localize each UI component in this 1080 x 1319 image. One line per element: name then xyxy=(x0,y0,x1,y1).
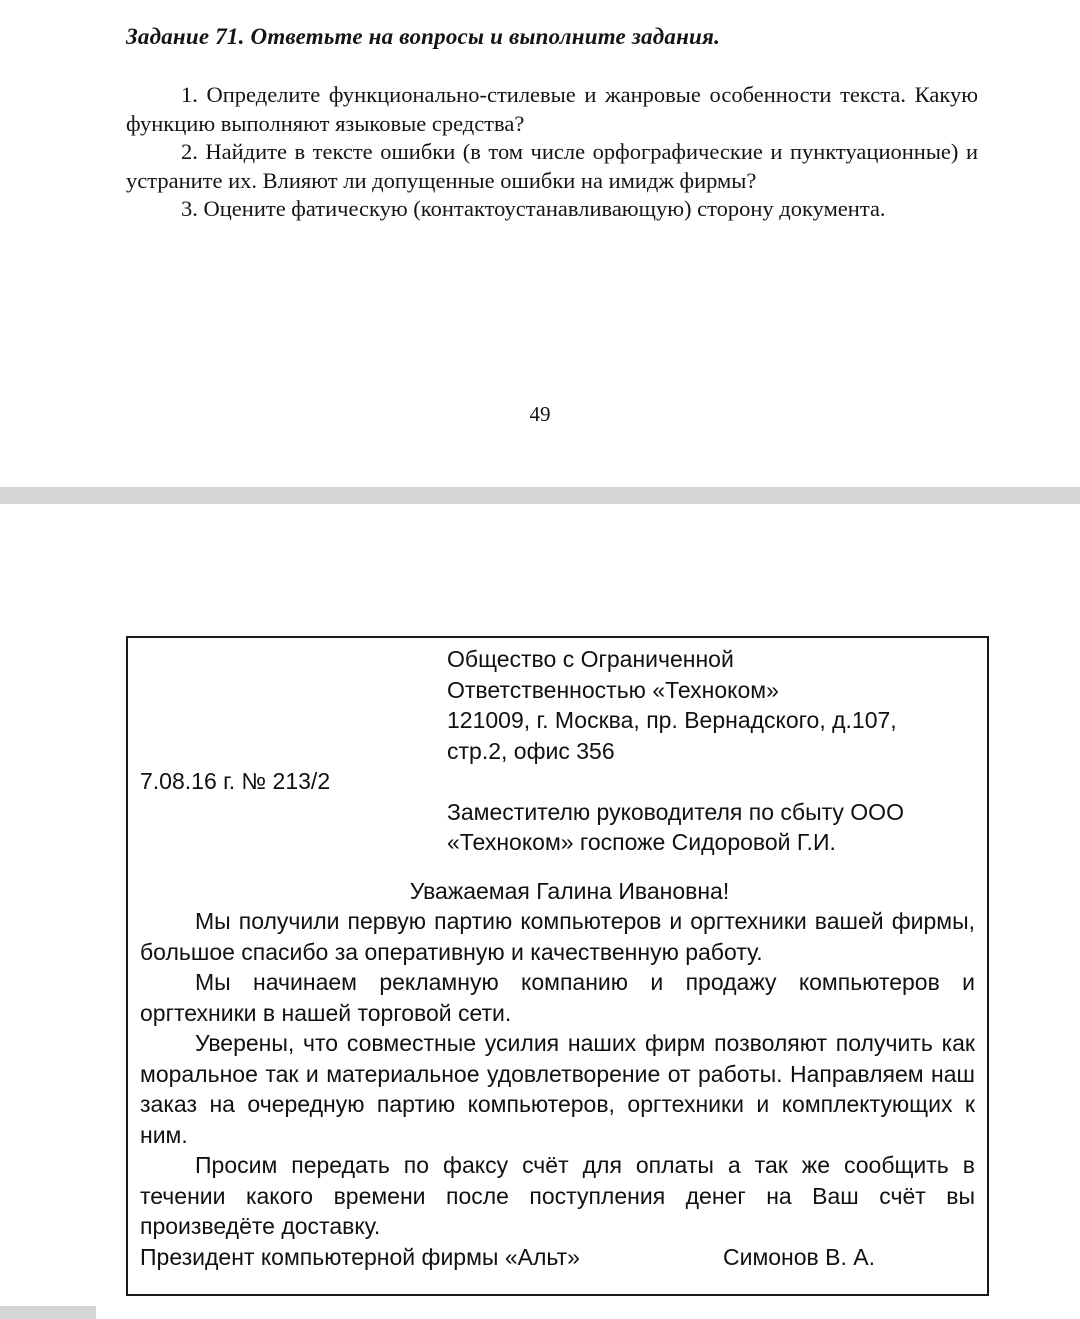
company-header xyxy=(447,644,975,766)
addressee-block xyxy=(447,797,975,858)
company-name-line: Общество с Ограниченной xyxy=(447,646,734,672)
exercise-section xyxy=(126,24,978,224)
signature-name: Симонов В. А. xyxy=(722,1243,875,1270)
company-address-line: стр.2, офис 356 xyxy=(447,737,615,764)
letter-paragraph: Мы начинаем рекламную компанию и продажу компьютеров и оргтехники в нашей торговой сети. xyxy=(140,969,975,1026)
next-page-edge-band xyxy=(0,1306,96,1319)
signature-title: Президент компьютерной фирмы «Альт» xyxy=(140,1243,580,1270)
addressee-line: «Техноком» госпоже Сидоровой Г.И. xyxy=(447,829,836,855)
task-list xyxy=(126,81,978,224)
letter-paragraph: Уверены, что совместные усилия наших фирм позволяют получить как моральное так и материальное удовлетворение от работы. Направляем наш заказ на очередную партию компьютеров, оргтехники и комплектующих к ним. xyxy=(140,1030,975,1148)
letter-paragraph: Просим передать по факсу счёт для оплаты а так же сообщить в течении какого времени после поступления денег на Ваш счёт вы произведёте доставку. xyxy=(140,1152,975,1239)
company-address-line: 121009, г. Москва, пр. Вернадского, д.107, xyxy=(447,707,897,733)
salutation: Уважаемая Галина Ивановна! xyxy=(409,877,730,904)
task-item: 3. Оцените фатическую (контактоустанавливающую) сторону документа. xyxy=(181,196,886,222)
signature-row xyxy=(140,1242,975,1273)
exercise-heading: Задание 71. Ответьте на вопросы и выполните задания. xyxy=(126,24,721,49)
task-item: 2. Найдите в тексте ошибки (в том числе орфографические и пунктуационные) и устраните их. Влияют ли допущенные ошибки на имидж фирмы? xyxy=(126,139,978,193)
page-number: 49 xyxy=(529,402,551,426)
task-item: 1. Определите функционально-стилевые и жанровые особенности текста. Какую функцию выполняют языковые средства? xyxy=(126,82,978,136)
letter-paragraph: Мы получили первую партию компьютеров и оргтехники вашей фирмы, большое спасибо за оперативную и качественную работу. xyxy=(140,908,975,965)
company-name-line: Ответственностью «Техноком» xyxy=(447,676,779,703)
letter-document xyxy=(126,636,989,1296)
addressee-line: Заместителю руководителя по сбыту ООО xyxy=(447,798,904,825)
letter-reference-number: 7.08.16 г. № 213/2 xyxy=(140,768,331,794)
page-gap-band xyxy=(0,487,1080,504)
